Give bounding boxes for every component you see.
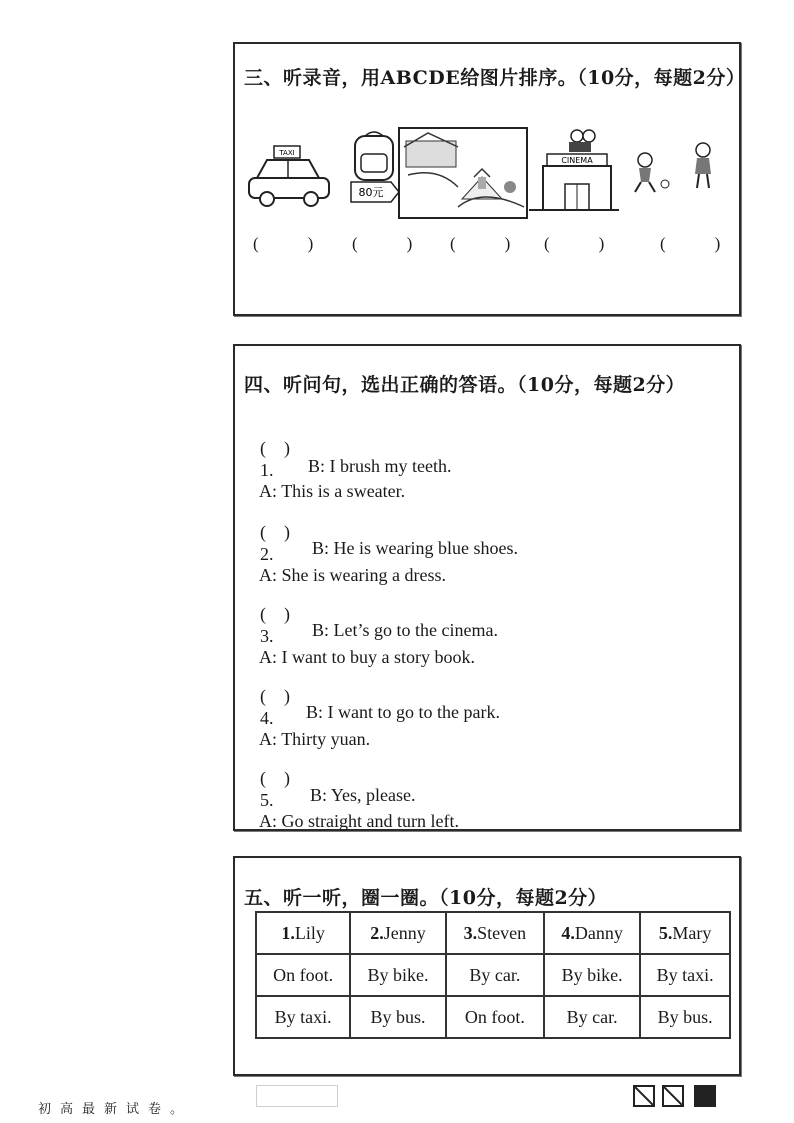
transport-table bbox=[255, 911, 731, 1039]
name-cell-2: 2.Jenny bbox=[350, 912, 446, 954]
taxi-sign-label: TAXI bbox=[279, 149, 295, 157]
option-cell[interactable]: On foot. bbox=[446, 996, 544, 1038]
question-3-b: B: Let’s go to the cinema. bbox=[312, 620, 498, 640]
option-cell[interactable]: By bike. bbox=[544, 954, 640, 996]
answer-blank-5[interactable]: ( ) bbox=[660, 234, 737, 253]
section-3-title: 三、听录音，用ABCDE给图片排序。（10分，每题2分） bbox=[244, 67, 746, 89]
table-row bbox=[256, 996, 730, 1038]
name-cell-3: 3.Steven bbox=[446, 912, 544, 954]
option-cell[interactable]: By taxi. bbox=[256, 996, 350, 1038]
answer-paren-3[interactable]: ( ) bbox=[260, 604, 290, 624]
name-cell-4: 4.Danny bbox=[544, 912, 640, 954]
option-cell[interactable]: By bus. bbox=[350, 996, 446, 1038]
cinema-sign-label: CINEMA bbox=[561, 156, 593, 165]
question-number-2: 2. bbox=[260, 544, 274, 564]
question-1-b: B: I brush my teeth. bbox=[308, 456, 452, 476]
answer-blank-1[interactable]: ( ) bbox=[253, 234, 330, 253]
option-cell[interactable]: By bus. bbox=[640, 996, 730, 1038]
question-5-a-text: A: Go straight and turn left. bbox=[259, 811, 459, 831]
option-cell[interactable]: By taxi. bbox=[640, 954, 730, 996]
question-1-a-text: A: This is a sweater. bbox=[259, 481, 406, 501]
cinema-picture bbox=[529, 128, 619, 212]
question-2-a-text: A: She is wearing a dress. bbox=[259, 565, 446, 585]
question-number-1: 1. bbox=[260, 460, 274, 480]
table-row bbox=[256, 954, 730, 996]
section-4-title: 四、听问句，选出正确的答语。（10分，每题2分） bbox=[244, 374, 686, 396]
corner-mark-solid bbox=[694, 1085, 716, 1107]
answer-paren-4[interactable]: ( ) bbox=[260, 686, 290, 706]
option-cell[interactable]: By car. bbox=[446, 954, 544, 996]
answer-blank-2[interactable]: ( ) bbox=[352, 234, 429, 253]
answer-paren-1[interactable]: ( ) bbox=[260, 438, 290, 458]
section-4-box bbox=[233, 344, 741, 831]
park-scene-picture bbox=[398, 127, 528, 219]
kids-playing-picture bbox=[627, 140, 723, 200]
answer-paren-5[interactable]: ( ) bbox=[260, 768, 290, 788]
taxi-picture bbox=[247, 144, 331, 208]
name-cell-5: 5.Mary bbox=[640, 912, 730, 954]
price-tag-label: 80元 bbox=[358, 186, 384, 199]
option-cell[interactable]: On foot. bbox=[256, 954, 350, 996]
question-3-a-text: A: I want to buy a story book. bbox=[259, 647, 475, 667]
question-4-b: B: I want to go to the park. bbox=[306, 702, 500, 722]
question-5-b: B: Yes, please. bbox=[310, 785, 416, 805]
option-cell[interactable]: By bike. bbox=[350, 954, 446, 996]
faint-footer-strip bbox=[256, 1085, 338, 1107]
question-number-3: 3. bbox=[260, 626, 274, 646]
answer-blank-4[interactable]: ( ) bbox=[544, 234, 621, 253]
section-5-box bbox=[233, 856, 741, 1076]
hatch-icon bbox=[664, 1087, 682, 1105]
section-3-box bbox=[233, 42, 746, 316]
table-header-row bbox=[256, 912, 730, 954]
corner-mark-hatched-2 bbox=[662, 1085, 684, 1107]
footer-text: 初高最新试卷。 bbox=[38, 1102, 193, 1117]
question-number-4: 4. bbox=[260, 708, 274, 728]
question-number-5: 5. bbox=[260, 790, 274, 810]
option-cell[interactable]: By car. bbox=[544, 996, 640, 1038]
answer-paren-2[interactable]: ( ) bbox=[260, 522, 290, 542]
hatch-icon bbox=[635, 1087, 653, 1105]
section-5-title: 五、听一听，圈一圈。（10分，每题2分） bbox=[244, 887, 608, 909]
question-4-a-text: A: Thirty yuan. bbox=[259, 729, 371, 749]
corner-mark-hatched-1 bbox=[633, 1085, 655, 1107]
name-cell-1: 1.Lily bbox=[256, 912, 350, 954]
answer-blank-3[interactable]: ( ) bbox=[450, 234, 527, 253]
question-2-b: B: He is wearing blue shoes. bbox=[312, 538, 518, 558]
